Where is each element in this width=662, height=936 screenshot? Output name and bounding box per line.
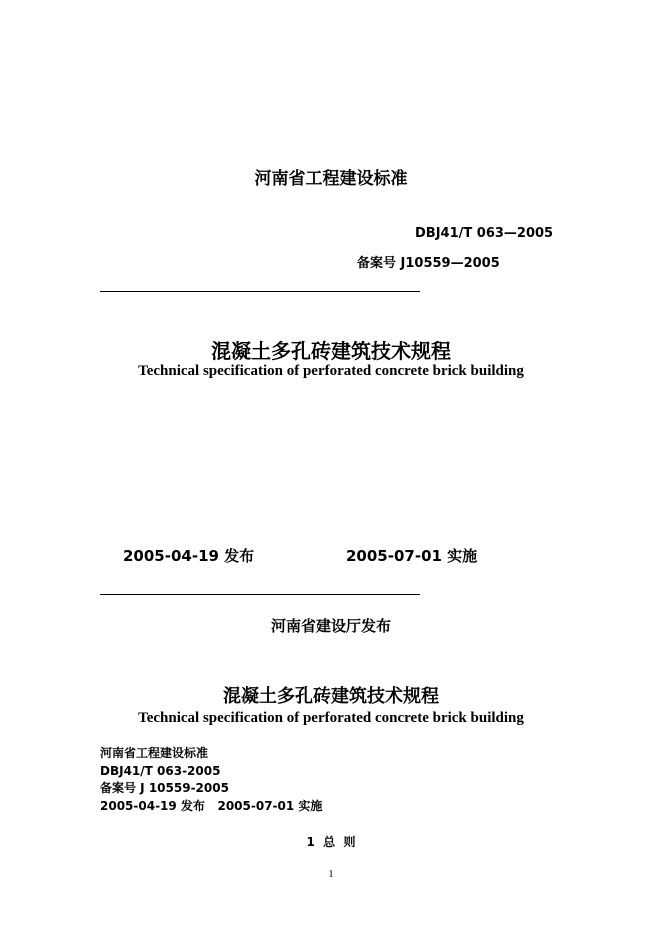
standard-code: DBJ41/T 063—2005 [415, 226, 554, 241]
document-title-english: Technical specification of perforated concrete brick building [138, 363, 524, 379]
section-heading: 1 总 则 [306, 835, 356, 849]
implementation-date: 2005-07-01 实施 [346, 547, 478, 565]
page-number: 1 [328, 869, 334, 880]
metadata-block [100, 745, 322, 815]
meta-dates: 2005-04-19 发布 2005-07-01 实施 [100, 798, 323, 813]
meta-standard: 河南省工程建设标准 [100, 746, 209, 760]
divider-top [100, 291, 420, 292]
meta-record-number: 备案号 J 10559-2005 [100, 781, 229, 795]
second-title-chinese: 混凝土多孔砖建筑技术规程 [223, 686, 439, 707]
issue-date: 2005-04-19 发布 [123, 547, 255, 565]
document-title-chinese: 混凝土多孔砖建筑技术规程 [211, 339, 451, 363]
issuer-line: 河南省建设厅发布 [270, 617, 391, 635]
publisher-standard-heading: 河南省工程建设标准 [254, 169, 408, 189]
divider-bottom [100, 594, 420, 595]
record-number: 备案号 J10559—2005 [357, 256, 500, 271]
meta-code: DBJ41/T 063-2005 [100, 763, 221, 778]
second-title-english: Technical specification of perforated concrete brick building [138, 710, 524, 726]
